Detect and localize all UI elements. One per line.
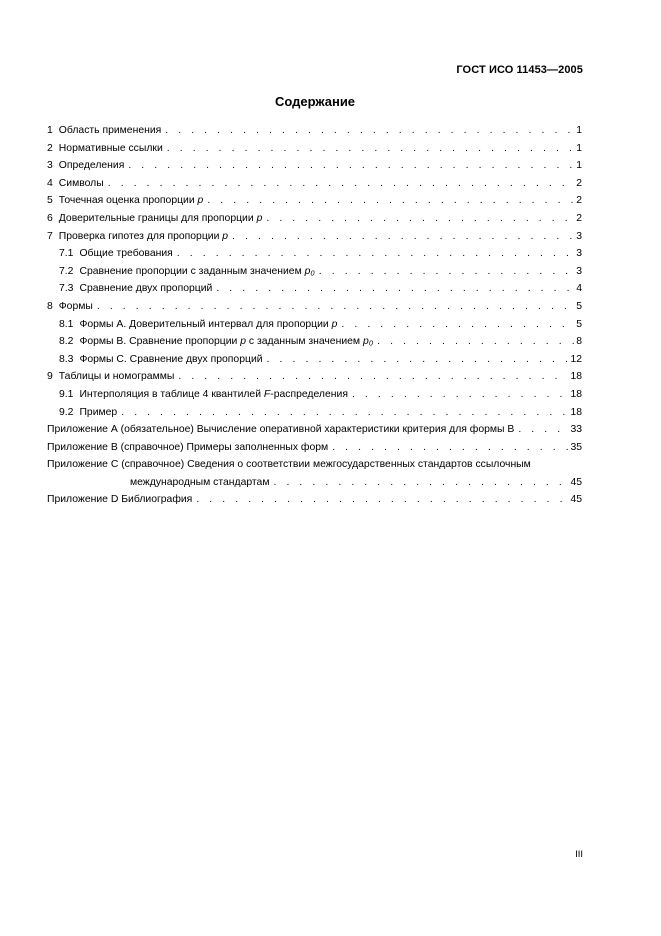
toc-entry-page: 5 <box>576 318 582 330</box>
toc-entry-number: 8 <box>47 300 53 312</box>
toc-entry[interactable] <box>47 351 582 369</box>
toc-entry-title <box>79 386 348 404</box>
toc-leader <box>167 140 574 158</box>
toc-leader <box>352 386 568 404</box>
toc-entry-number: 7.3 <box>59 283 74 295</box>
toc-entry-page: 3 <box>576 265 582 277</box>
toc-entry-page: 18 <box>570 406 582 418</box>
toc-entry-symbol: p₀ <box>304 265 315 277</box>
table-of-contents <box>47 122 582 509</box>
toc-entry-title: Таблицы и номограммы <box>58 371 175 383</box>
toc-entry-page: 35 <box>570 441 582 453</box>
toc-entry-page: 5 <box>576 300 582 312</box>
toc-leader <box>232 228 574 246</box>
toc-entry-title-text: -распределения <box>270 388 348 400</box>
toc-leader <box>341 316 574 334</box>
toc-entry-appendix-c[interactable] <box>47 456 582 491</box>
toc-entry-number: 9.2 <box>59 406 74 418</box>
toc-entry-appendix-b[interactable] <box>47 439 582 457</box>
toc-entry[interactable] <box>47 228 582 246</box>
toc-entry-title: Символы <box>58 177 104 189</box>
toc-entry[interactable] <box>47 280 582 298</box>
toc-entry-page: 2 <box>576 212 582 224</box>
toc-entry-page: 3 <box>576 248 582 260</box>
toc-entry-page: 18 <box>570 388 582 400</box>
toc-entry-page: 1 <box>576 142 582 154</box>
toc-entry-title <box>59 192 204 210</box>
toc-entry-title: Приложение В (справочное) Примеры заполненных форм <box>47 441 329 453</box>
toc-entry-title <box>59 228 228 246</box>
toc-entry-number: 7 <box>47 230 53 242</box>
toc-entry-title-text: Формы В. Сравнение пропорции <box>79 336 241 348</box>
toc-leader <box>97 298 574 316</box>
toc-title: Содержание <box>274 94 356 109</box>
toc-entry-title: Формы <box>58 300 93 312</box>
toc-entry[interactable] <box>47 298 582 316</box>
toc-entry-number: 8.3 <box>59 353 74 365</box>
page-number: III <box>575 849 583 860</box>
toc-entry-title-text: с заданным значением <box>246 336 363 348</box>
toc-entry-title: Сравнение двух пропорций <box>79 283 213 295</box>
toc-entry-title-line2: международным стандартам <box>130 476 270 488</box>
toc-entry-symbol: p <box>222 230 229 242</box>
toc-entry-title-text: Проверка гипотез для пропорции <box>58 230 223 242</box>
toc-entry-number: 8.1 <box>59 318 74 330</box>
toc-entry-title-continuation <box>47 474 582 492</box>
toc-entry-title: Формы С. Сравнение двух пропорций <box>79 353 263 365</box>
toc-entry-page: 8 <box>576 336 582 348</box>
toc-entry-title <box>79 333 373 351</box>
toc-entry-title-text: Точечная оценка пропорции <box>58 195 198 207</box>
toc-entry-page: 2 <box>576 195 582 207</box>
toc-entry-number: 8.2 <box>59 336 74 348</box>
toc-entry-title <box>59 210 263 228</box>
toc-entry-page: 3 <box>576 230 582 242</box>
toc-entry-number: 9 <box>47 371 53 383</box>
toc-leader <box>177 245 574 263</box>
toc-entry[interactable] <box>47 157 582 175</box>
toc-entry-symbol: p <box>256 212 263 224</box>
toc-entry-page: 2 <box>576 177 582 189</box>
toc-entry[interactable] <box>47 263 582 281</box>
toc-entry-number: 9.1 <box>59 388 74 400</box>
toc-entry[interactable] <box>47 386 582 404</box>
toc-entry[interactable] <box>47 175 582 193</box>
toc-entry-title: Приложение С (справочное) Сведения о соответствии межгосударственных стандартов ссылочным <box>47 459 531 471</box>
toc-entry[interactable] <box>47 210 582 228</box>
toc-entry-symbol: p <box>331 318 338 330</box>
toc-leader <box>108 175 575 193</box>
toc-entry-title: Общие требования <box>79 248 173 260</box>
toc-entry-title: Приложение D Библиография <box>47 494 193 506</box>
toc-leader <box>128 157 574 175</box>
toc-entry-number: 1 <box>47 125 53 136</box>
toc-entry-number: 2 <box>47 142 53 154</box>
toc-entry-page: 4 <box>576 283 582 295</box>
toc-entry-title: Определения <box>58 160 125 172</box>
toc-entry-appendix-d[interactable] <box>47 491 582 509</box>
toc-entry-page: 45 <box>570 476 582 488</box>
toc-entry-page: 33 <box>570 424 582 436</box>
toc-leader <box>207 192 574 210</box>
toc-entry-number: 7.2 <box>59 265 74 277</box>
toc-entry[interactable] <box>47 368 582 386</box>
toc-entry-number: 3 <box>47 160 53 172</box>
toc-leader <box>196 491 568 509</box>
toc-leader <box>178 368 568 386</box>
toc-leader <box>266 210 574 228</box>
toc-entry-title-text: Доверительные границы для пропорции <box>58 212 257 224</box>
toc-entry-title: Пример <box>79 406 118 418</box>
toc-entry-symbol: F <box>263 388 271 400</box>
toc-entry-title: Приложение А (обязательное) Вычисление оперативной характеристики критерия для формы В <box>47 424 515 436</box>
toc-entry-symbol: p₀ <box>362 336 374 348</box>
toc-entry-number: 4 <box>47 177 53 189</box>
toc-leader <box>273 474 568 492</box>
toc-leader <box>319 263 574 281</box>
toc-leader <box>518 421 568 439</box>
toc-entry-page: 1 <box>576 125 582 136</box>
toc-leader <box>377 333 574 351</box>
toc-entry-page: 1 <box>576 160 582 172</box>
toc-entry[interactable] <box>47 245 582 263</box>
toc-entry-number: 6 <box>47 212 53 224</box>
toc-entry-title <box>79 263 314 281</box>
toc-leader <box>165 122 574 140</box>
toc-leader <box>121 404 568 422</box>
toc-entry-symbol: p <box>240 336 247 348</box>
toc-entry-number: 7.1 <box>59 248 74 260</box>
toc-leader <box>216 280 574 298</box>
toc-entry-appendix-a[interactable] <box>47 421 582 439</box>
toc-entry[interactable] <box>47 140 582 158</box>
toc-leader <box>267 351 569 369</box>
toc-leader <box>332 439 568 457</box>
toc-entry-page: 45 <box>570 494 582 506</box>
toc-entry[interactable] <box>47 404 582 422</box>
toc-entry-number: 5 <box>47 195 53 207</box>
toc-entry-title: Нормативные ссылки <box>58 142 163 154</box>
toc-entry[interactable] <box>47 192 582 210</box>
toc-entry-title: Область применения <box>58 125 162 136</box>
toc-entry-symbol: p <box>197 195 204 207</box>
toc-entry[interactable] <box>47 122 582 140</box>
toc-entry-page: 12 <box>570 353 582 365</box>
toc-entry-page: 18 <box>570 371 582 383</box>
page-header: ГОСТ ИСО 11453—2005 <box>456 64 583 76</box>
toc-entry-title <box>79 316 337 334</box>
toc-entry-title-text: Формы А. Доверительный интервал для пропорции <box>79 318 332 330</box>
toc-entry-title-text: Сравнение пропорции с заданным значением <box>79 265 305 277</box>
toc-entry-title-text: Интерполяция в таблице 4 квантилей <box>79 388 264 400</box>
toc-entry[interactable] <box>47 333 582 351</box>
toc-entry[interactable] <box>47 316 582 334</box>
